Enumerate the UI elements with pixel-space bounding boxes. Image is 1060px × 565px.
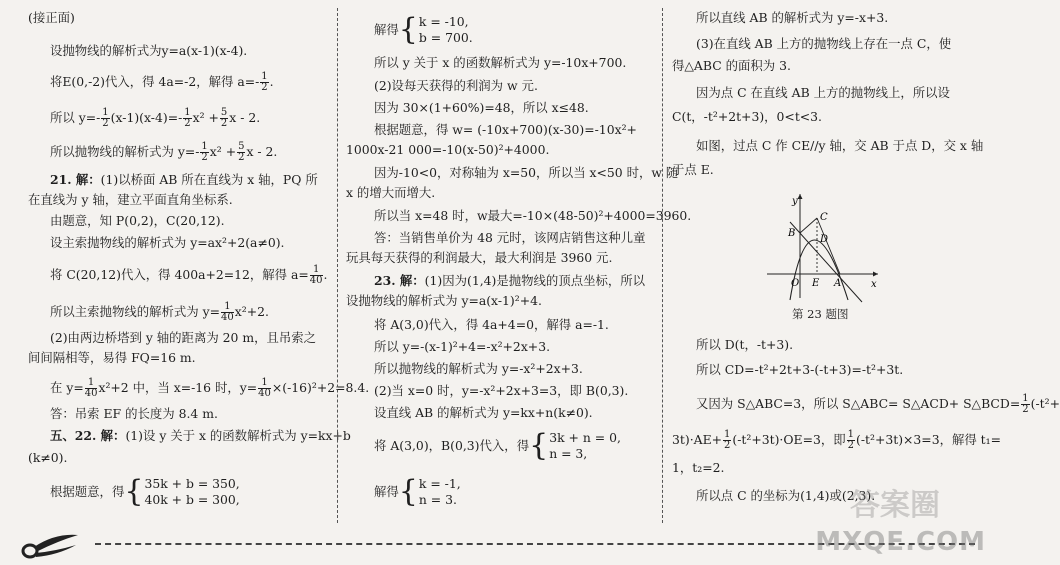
text-line: 由题意，知 P(0,2)，C(20,12). xyxy=(50,213,225,228)
text-line: 3t)·AE+ $\frac{1}{2}$ (-t²+3t)·OE=3，即 $\frac{1}{2}$ (-t²+3t)×3=3，解得 t₁= xyxy=(672,429,1002,451)
text-line: (k≠0). xyxy=(28,450,68,465)
parabola-figure xyxy=(762,190,882,300)
text-line: 间间隔相等，易得 FQ=16 m. xyxy=(28,350,196,365)
fraction: $\frac{1}{2}$ xyxy=(102,107,109,129)
equation-system: 解得{ k = -10, b = 700. xyxy=(374,12,473,47)
text-line: 于点 E. xyxy=(672,162,714,177)
fraction: $\frac{1}{40}$ xyxy=(258,377,271,399)
text-line: 将E(0,-2)代入，得 4a=-2，解得 a=- $\frac{1}{2}$ . xyxy=(50,71,274,93)
text-line: 所以主索抛物线的解析式为 y= $\frac{1}{40}$ x²+2. xyxy=(50,301,269,323)
text-line: 1，t₂=2. xyxy=(672,460,725,475)
text-line: 答：吊索 EF 的长度为 8.4 m. xyxy=(50,406,218,421)
figure-caption: 第 23 题图 xyxy=(792,307,849,321)
text-line: 所以点 C 的坐标为(1,4)或(2,3). xyxy=(696,488,876,503)
problem-23-line: 23. 解：(1)因为(1,4)是抛物线的顶点坐标，所以 xyxy=(374,273,646,288)
fraction: $\frac{1}{2}$ xyxy=(724,429,731,451)
text-line: 设主索抛物线的解析式为 y=ax²+2(a≠0). xyxy=(50,235,285,250)
label-d: D xyxy=(820,234,829,245)
text-line: 在直线为 y 轴，建立平面直角坐标系. xyxy=(28,192,233,207)
text-line: 得△ABC 的面积为 3. xyxy=(672,58,791,73)
text-line: 所以抛物线的解析式为 y=- $\frac{1}{2}$ x² + $\frac{5}{2}$ x - 2. xyxy=(50,141,278,163)
parabola-curve xyxy=(790,240,848,300)
text-line: 玩具每天获得的利润最大，最大利润是 3960 元. xyxy=(346,250,613,265)
label-y: y xyxy=(792,196,798,207)
text-line: 所以 D(t，-t+3). xyxy=(696,337,794,352)
text-line: 将 A(3,0)代入，得 4a+4=0，解得 a=-1. xyxy=(374,317,609,332)
text-line: 设抛物线的解析式为y=a(x-1)(x-4). xyxy=(50,43,248,58)
label-a: A xyxy=(834,278,842,289)
text-line: 设直线 AB 的解析式为 y=kx+n(k≠0). xyxy=(374,405,593,420)
fraction: $\frac{1}{40}$ xyxy=(221,301,234,323)
text-line: 所以 CD=-t²+2t+3-(-t+3)=-t²+3t. xyxy=(696,362,904,377)
column-divider xyxy=(662,8,663,523)
label-c: C xyxy=(820,212,828,223)
equation-system: 根据题意，得{ 35k + b = 350, 40k + b = 300, xyxy=(50,474,240,509)
text-line: (3)在直线 AB 上方的抛物线上存在一点 C，使 xyxy=(696,36,952,51)
watermark-logo: 答案圈 xyxy=(850,488,940,523)
problem-22-line: 五、22. 解：(1)设 y 关于 x 的函数解析式为 y=kx+b xyxy=(50,428,351,443)
text-line: (2)设每天获得的利润为 w 元. xyxy=(374,78,538,93)
segment-bc xyxy=(800,218,817,233)
fraction: $\frac{1}{2}$ xyxy=(847,429,854,451)
fraction: $\frac{1}{2}$ xyxy=(1022,393,1029,415)
text-line: x 的增大而增大. xyxy=(346,185,436,200)
text-line: 因为 30×(1+60%)=48，所以 x≤48. xyxy=(374,100,589,115)
cut-line-bar xyxy=(0,523,1000,565)
fraction: $\frac{1}{40}$ xyxy=(309,264,323,286)
text-line: 又因为 S△ABC=3，所以 S△ABC= S△ACD+ S△BCD= $\frac{1}{2}$ (-t²+ xyxy=(696,393,1060,415)
fraction: $\frac{1}{2}$ xyxy=(201,141,208,163)
segment-ca xyxy=(817,218,840,274)
text-line: C(t，-t²+2t+3)，0<t<3. xyxy=(672,109,823,124)
text-line: 所以 y=- $\frac{1}{2}$ (x-1)(x-4)=- $\frac{1}{2}$ x² + $\frac{5}{2}$ x - 2. xyxy=(50,107,261,129)
text-line: 1000x-21 000=-10(x-50)²+4000. xyxy=(346,142,550,157)
text-line: (2)当 x=0 时，y=-x²+2x+3=3，即 B(0,3). xyxy=(374,383,629,398)
fraction: $\frac{1}{40}$ xyxy=(84,377,98,399)
fraction: $\frac{5}{2}$ xyxy=(220,107,228,129)
scissors-icon xyxy=(20,531,80,563)
text-line: 答：当销售单价为 48 元时，该网店销售这种儿童 xyxy=(374,230,646,245)
y-axis-arrow xyxy=(798,194,803,199)
x-axis-arrow xyxy=(873,272,878,277)
equation-system: 解得{ k = -1, n = 3. xyxy=(374,474,461,509)
equation-system: 将 A(3,0)，B(0,3)代入，得{ 3k + n = 0, n = 3, xyxy=(374,428,621,463)
text-line: 在 y= $\frac{1}{40}$ x²+2 中，当 x=-16 时，y= $\frac{1}{40}$ ×(-16)²+2=8.4. xyxy=(50,377,370,399)
fraction: $\frac{1}{2}$ xyxy=(184,107,191,129)
label-b: B xyxy=(788,228,796,239)
column-divider xyxy=(337,8,338,523)
continued-note: (接正面) xyxy=(28,10,75,25)
text-line: 所以直线 AB 的解析式为 y=-x+3. xyxy=(696,10,889,25)
text-line: 因为-10<0，对称轴为 x=50，所以当 x<50 时，w 随 xyxy=(374,165,679,180)
fraction: $\frac{5}{2}$ xyxy=(238,141,245,163)
text-line: 所以 y=-(x-1)²+4=-x²+2x+3. xyxy=(374,339,551,354)
text-line: (2)由两边桥塔到 y 轴的距离为 20 m，且吊索之 xyxy=(50,330,317,345)
problem-21-line: 21. 解：(1)以桥面 AB 所在直线为 x 轴，PQ 所 xyxy=(50,172,318,187)
text-line: 设抛物线的解析式为 y=a(x-1)²+4. xyxy=(346,293,542,308)
fraction: $\frac{1}{2}$ xyxy=(261,71,268,93)
text-line: 所以抛物线的解析式为 y=-x²+2x+3. xyxy=(374,361,583,376)
label-x: x xyxy=(871,279,877,290)
text-line: 如图，过点 C 作 CE//y 轴，交 AB 于点 D，交 x 轴 xyxy=(696,138,984,153)
watermark-text: MXQE.COM xyxy=(815,527,986,557)
text-line: 所以当 x=48 时，w最大=-10×(48-50)²+4000=3960. xyxy=(374,208,692,223)
label-o: O xyxy=(791,278,800,289)
text-line: 根据题意，得 w= (-10x+700)(x-30)=-10x²+ xyxy=(374,122,637,137)
label-e: E xyxy=(812,278,820,289)
text-line: 所以 y 关于 x 的函数解析式为 y=-10x+700. xyxy=(374,55,627,70)
text-line: 因为点 C 在直线 AB 上方的抛物线上，所以设 xyxy=(696,85,950,100)
text-line: 将 C(20,12)代入，得 400a+2=12，解得 a= $\frac{1}{40}$ . xyxy=(50,264,328,286)
